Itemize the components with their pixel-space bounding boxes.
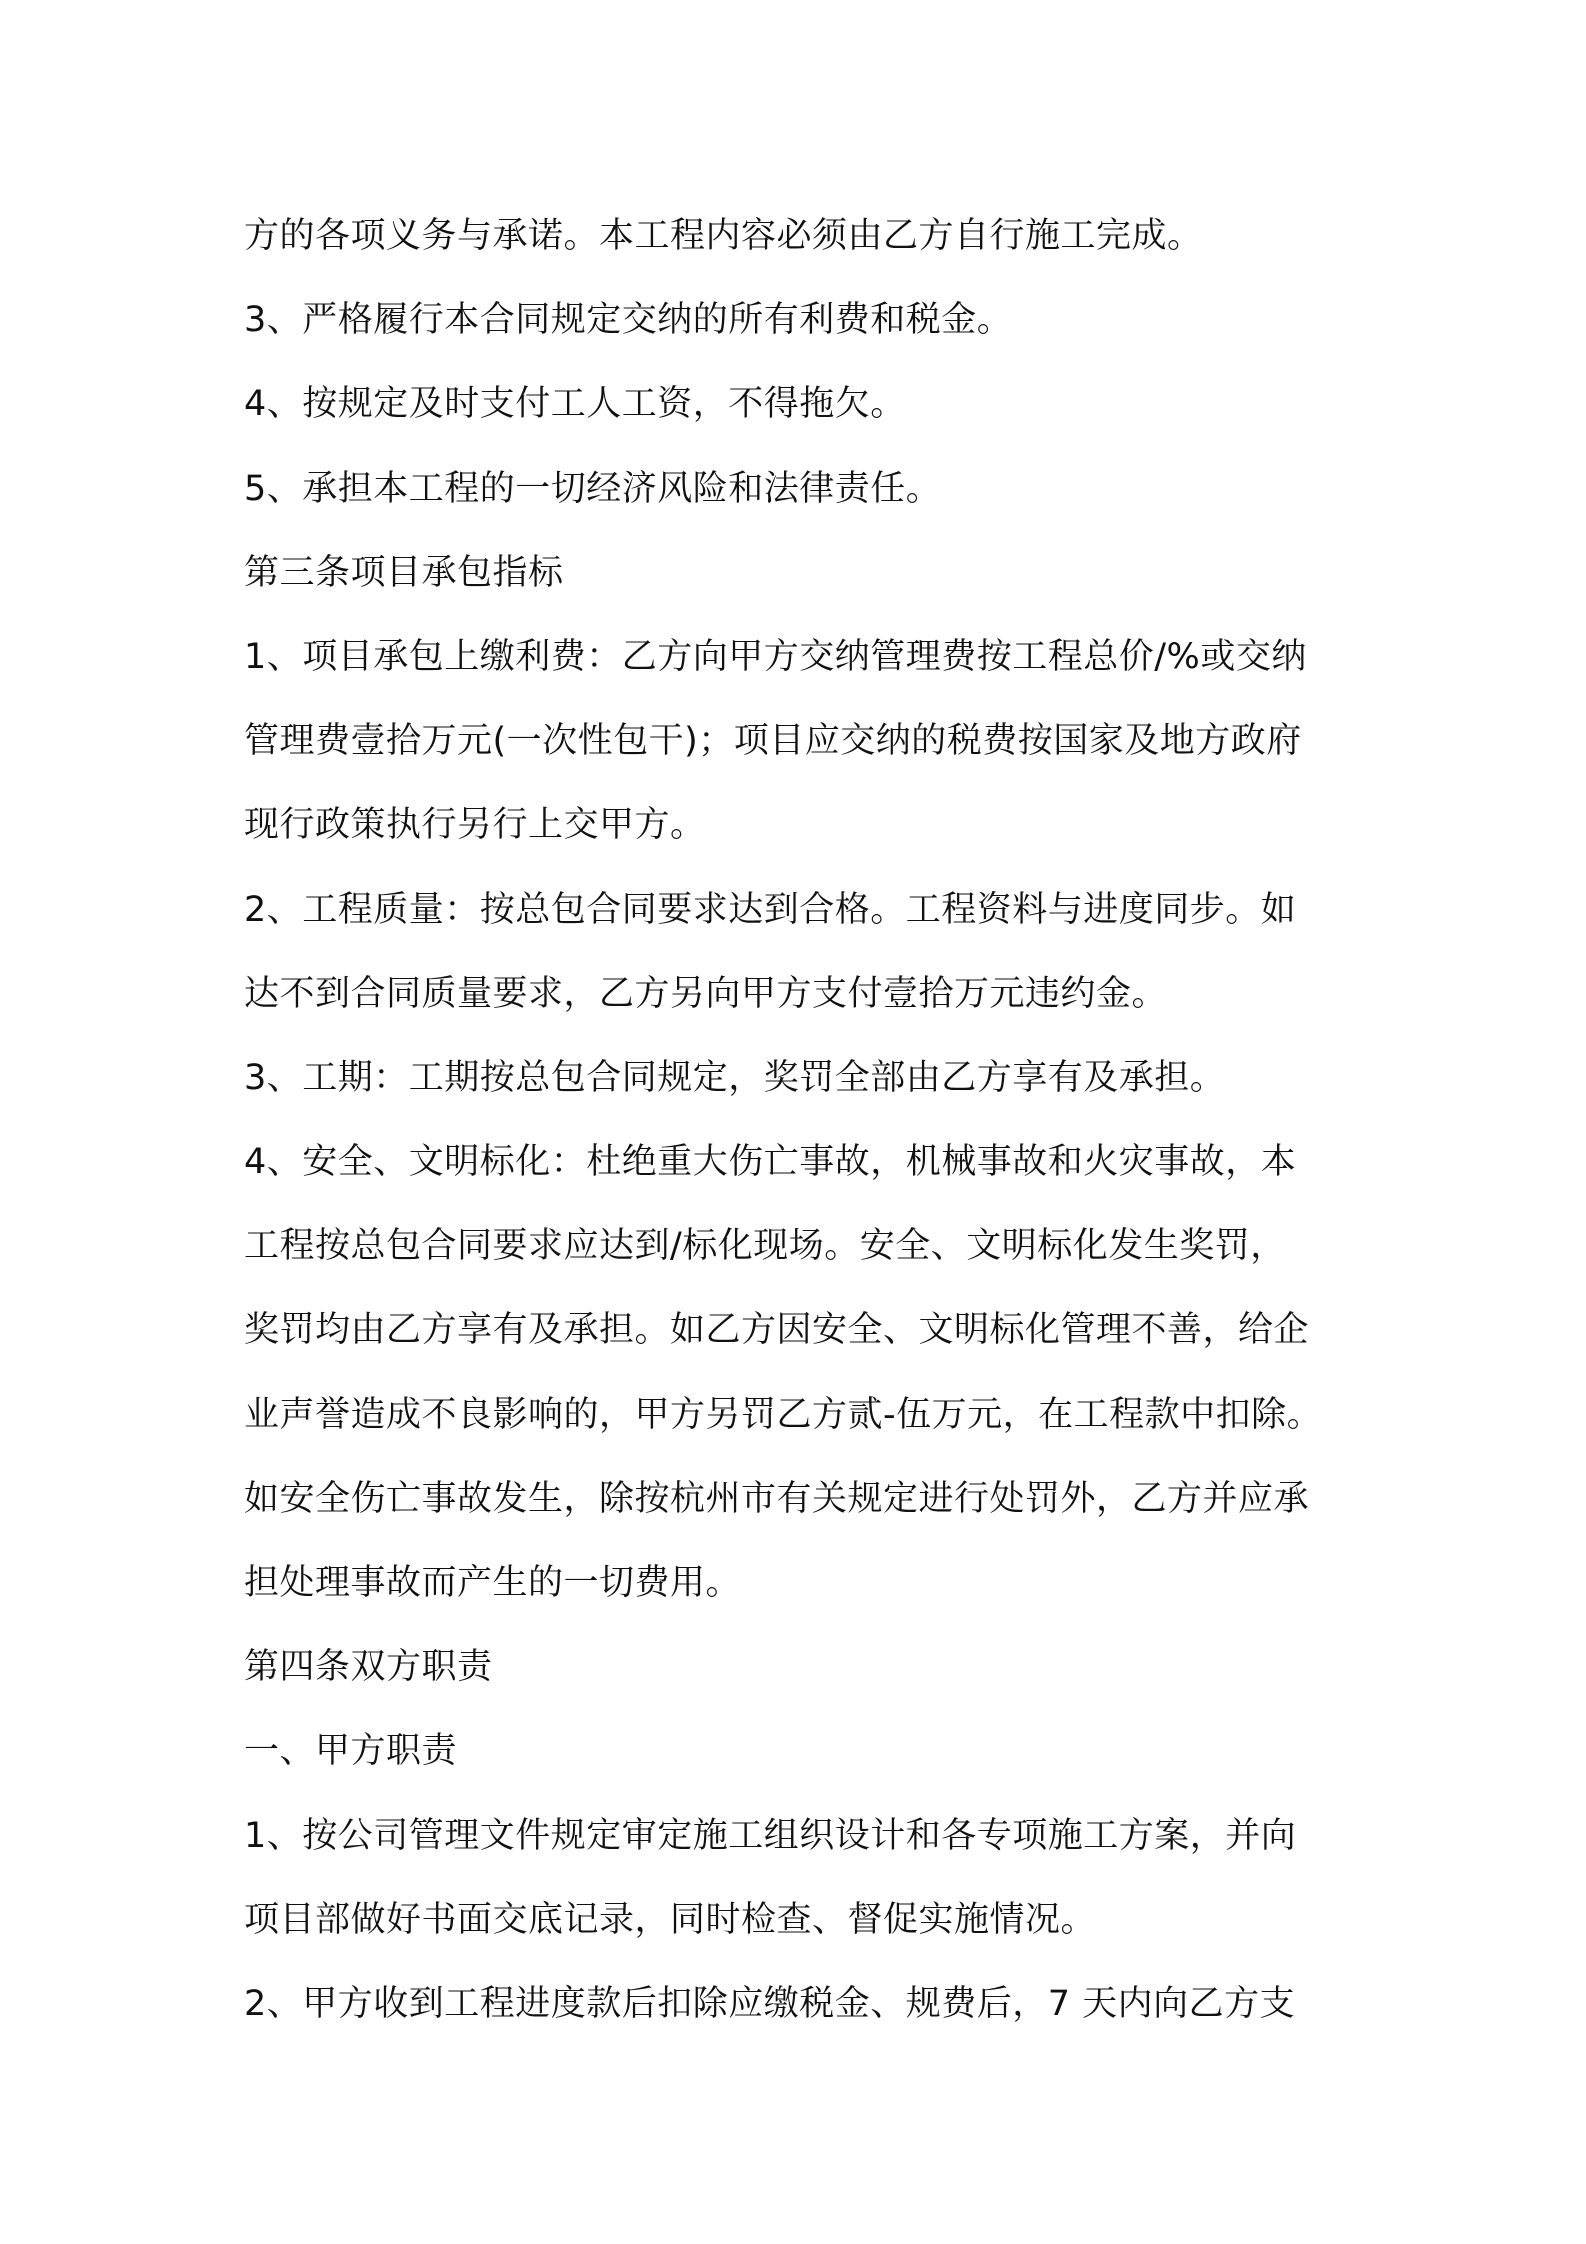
text-line: 2、工程质量：按总包合同要求达到合格。工程资料与进度同步。如 <box>244 889 1297 930</box>
subsection-heading: 一、甲方职责 <box>244 1731 458 1772</box>
section-heading: 第四条双方职责 <box>244 1647 493 1688</box>
text-line: 3、工期：工期按总包合同规定，奖罚全部由乙方享有及承担。 <box>244 1057 1226 1098</box>
text-line: 3、严格履行本合同规定交纳的所有利费和税金。 <box>244 300 1013 341</box>
text-line: 管理费壹拾万元(一次性包干)；项目应交纳的税费按国家及地方政府 <box>244 721 1302 762</box>
text-line: 1、项目承包上缴利费：乙方向甲方交纳管理费按工程总价/%或交纳 <box>244 636 1307 677</box>
section-heading: 第三条项目承包指标 <box>244 552 564 593</box>
text-line: 工程按总包合同要求应达到/标化现场。安全、文明标化发生奖罚， <box>244 1226 1286 1267</box>
text-line: 1、按公司管理文件规定审定施工组织设计和各专项施工方案，并向 <box>244 1815 1297 1856</box>
text-line: 项目部做好书面交底记录，同时检查、督促实施情况。 <box>244 1899 1097 1940</box>
text-line: 奖罚均由乙方享有及承担。如乙方因安全、文明标化管理不善，给企 <box>244 1310 1310 1351</box>
text-line: 5、承担本工程的一切经济风险和法律责任。 <box>244 468 942 509</box>
text-line: 如安全伤亡事故发生，除按杭州市有关规定进行处罚外，乙方并应承 <box>244 1478 1310 1519</box>
text-line: 业声誉造成不良影响的，甲方另罚乙方贰-伍万元，在工程款中扣除。 <box>244 1394 1323 1435</box>
text-line: 4、按规定及时支付工人工资，不得拖欠。 <box>244 384 906 425</box>
text-line: 担处理事故而产生的一切费用。 <box>244 1563 742 1603</box>
text-line: 达不到合同质量要求，乙方另向甲方支付壹拾万元违约金。 <box>244 973 1168 1014</box>
text-line: 2、甲方收到工程进度款后扣除应缴税金、规费后，7 天内向乙方支 <box>244 1983 1296 2024</box>
text-line: 4、安全、文明标化：杜绝重大伤亡事故，机械事故和火灾事故，本 <box>244 1142 1297 1183</box>
text-line: 方的各项义务与承诺。本工程内容必须由乙方自行施工完成。 <box>244 216 1203 256</box>
document-body <box>244 194 1364 2046</box>
text-line: 现行政策执行另行上交甲方。 <box>244 805 706 846</box>
